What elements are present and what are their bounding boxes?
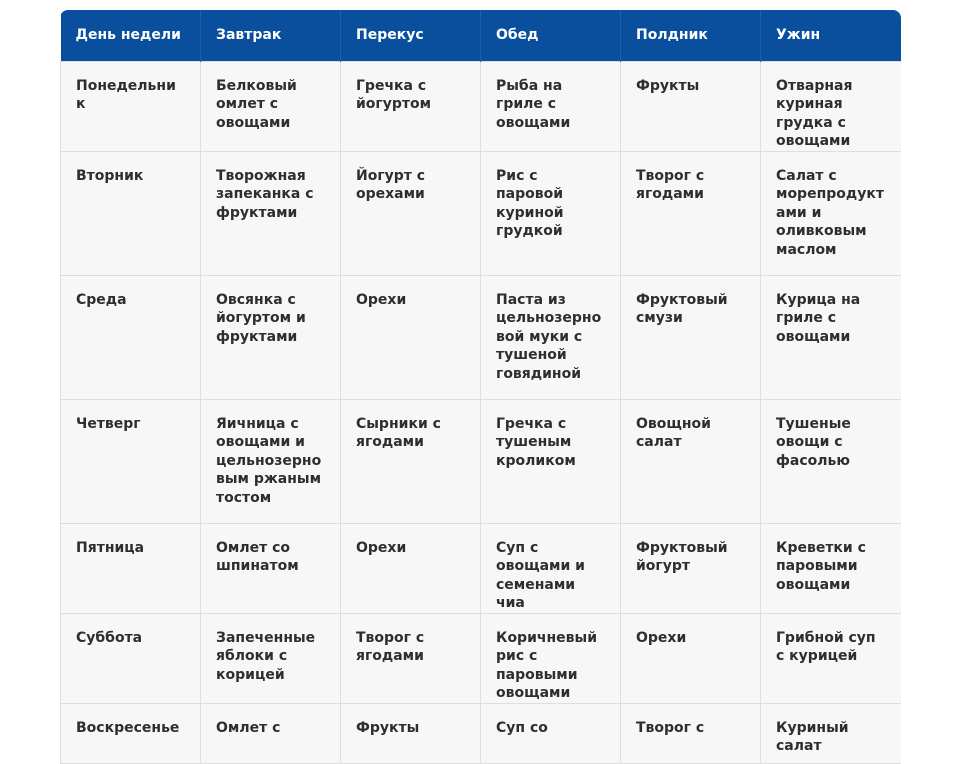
cell-day: Суббота [61,613,201,703]
header-afternoon-snack: Полдник [621,10,761,61]
cell-afternoon-snack: Орехи [621,613,761,703]
cell-afternoon-snack: Фрукты [621,61,761,151]
header-snack: Перекус [341,10,481,61]
header-dinner: Ужин [761,10,902,61]
cell-breakfast: Овсянка с йогуртом и фруктами [201,275,341,399]
table-row [61,613,902,703]
cell-afternoon-snack: Творог с [621,703,761,763]
table-row [61,61,902,151]
cell-breakfast: Белковый омлет с овощами [201,61,341,151]
cell-breakfast: Творожная запеканка с фруктами [201,151,341,275]
cell-breakfast: Яичница с овощами и цельнозерновым ржаным тостом [201,399,341,523]
cell-breakfast: Омлет со шпинатом [201,523,341,613]
cell-lunch: Рис с паровой куриной грудкой [481,151,621,275]
meal-plan-table-container [60,10,901,764]
cell-dinner: Отварная куриная грудка с овощами [761,61,902,151]
cell-day: Пятница [61,523,201,613]
cell-dinner: Тушеные овощи с фасолью [761,399,902,523]
cell-afternoon-snack: Фруктовый смузи [621,275,761,399]
cell-day: Вторник [61,151,201,275]
table-row [61,151,902,275]
cell-dinner: Куриный салат [761,703,902,763]
table-row [61,703,902,763]
cell-lunch: Гречка с тушеным кроликом [481,399,621,523]
cell-day: Воскресенье [61,703,201,763]
cell-lunch: Суп со [481,703,621,763]
cell-snack: Орехи [341,275,481,399]
table-row [61,523,902,613]
cell-dinner: Курица на гриле с овощами [761,275,902,399]
header-breakfast: Завтрак [201,10,341,61]
cell-afternoon-snack: Творог с ягодами [621,151,761,275]
header-day: День недели [61,10,201,61]
cell-lunch: Паста из цельнозерновой муки с тушеной говядиной [481,275,621,399]
cell-breakfast: Запеченные яблоки с корицей [201,613,341,703]
cell-snack: Фрукты [341,703,481,763]
cell-dinner: Креветки с паровыми овощами [761,523,902,613]
cell-dinner: Грибной суп с курицей [761,613,902,703]
cell-breakfast: Омлет с [201,703,341,763]
cell-snack: Сырники с ягодами [341,399,481,523]
cell-day: Среда [61,275,201,399]
cell-lunch: Рыба на гриле с овощами [481,61,621,151]
cell-snack: Творог с ягодами [341,613,481,703]
table-row [61,275,902,399]
cell-day: Понедельник [61,61,201,151]
meal-plan-table [60,10,901,764]
cell-afternoon-snack: Овощной салат [621,399,761,523]
cell-snack: Йогурт с орехами [341,151,481,275]
header-lunch: Обед [481,10,621,61]
header-row [61,10,902,61]
cell-day: Четверг [61,399,201,523]
cell-snack: Орехи [341,523,481,613]
cell-afternoon-snack: Фруктовый йогурт [621,523,761,613]
cell-lunch: Коричневый рис с паровыми овощами [481,613,621,703]
table-header [61,10,902,61]
cell-dinner: Салат с морепродуктами и оливковым маслом [761,151,902,275]
table-body [61,61,902,763]
cell-snack: Гречка с йогуртом [341,61,481,151]
table-row [61,399,902,523]
cell-lunch: Суп с овощами и семенами чиа [481,523,621,613]
